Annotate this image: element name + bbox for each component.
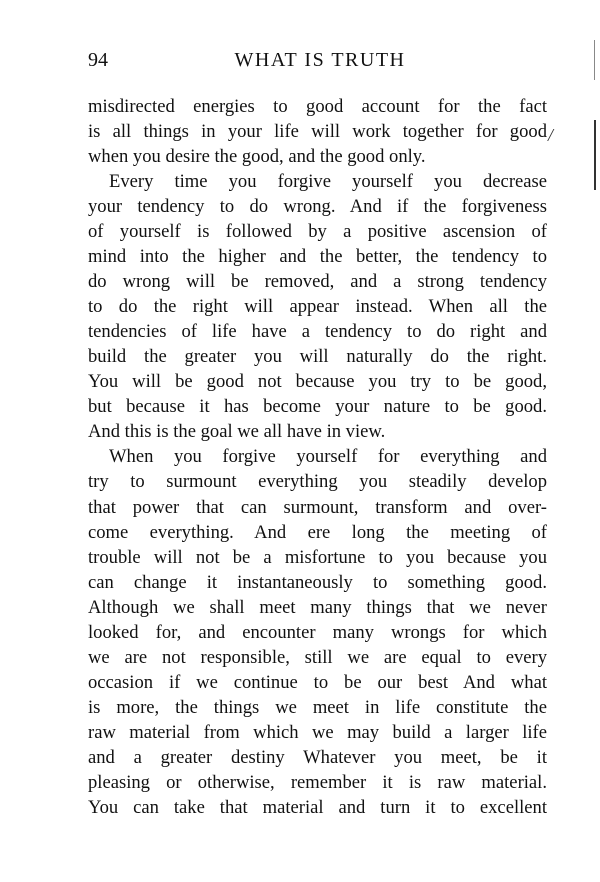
text-line: You can take that material and turn it to excellent — [88, 796, 547, 818]
text-line: can change it instantaneously to something good. — [88, 571, 547, 593]
text-line: When you forgive yourself for everything and — [109, 446, 547, 468]
text-line: do wrong will be removed, and a strong tendency — [88, 271, 547, 293]
scan-edge — [594, 120, 596, 190]
text-line: And this is the goal we all have in view. — [88, 421, 386, 443]
text-line: misdirected energies to good account for the fact — [88, 96, 547, 117]
text-line: of yourself is followed by a positive ascension of — [88, 221, 547, 243]
page-number: 94 — [88, 49, 108, 71]
text-line: pleasing or otherwise, remember it is raw material. — [88, 771, 547, 793]
text-line: raw material from which we may build a larger life — [88, 721, 547, 743]
text-line: try to surmount everything you steadily develop — [88, 471, 547, 493]
text-line: your tendency to do wrong. And if the forgiveness — [88, 196, 547, 218]
text-line: when you desire the good, and the good only. — [88, 146, 426, 168]
text-line: looked for, and encounter many wrongs for which — [88, 621, 547, 643]
text-line: Although we shall meet many things that we never — [88, 596, 547, 618]
text-line: is all things in your life will work together for good — [88, 121, 547, 143]
text-line: but because it has become your nature to be good. — [88, 396, 547, 418]
text-line: and a greater destiny Whatever you meet, be it — [88, 746, 547, 768]
text-line: that power that can surmount, transform and over- — [88, 496, 547, 518]
text-line: is more, the things we meet in life constitute the — [88, 696, 547, 718]
running-title: WHAT IS TRUTH — [234, 49, 406, 71]
scan-edge — [594, 40, 595, 80]
text-line: trouble will not be a misfortune to you because you — [88, 546, 547, 568]
text-line: You will be good not because you try to be good, — [88, 371, 547, 393]
text-line: occasion if we continue to be our best And what — [88, 671, 547, 693]
margin-mark: / — [548, 125, 554, 145]
page-body-text — [88, 94, 547, 820]
text-line: to do the right will appear instead. When all the — [88, 296, 547, 318]
text-line: mind into the higher and the better, the tendency to — [88, 246, 547, 268]
text-line: Every time you forgive yourself you decrease — [109, 171, 547, 193]
text-line: come everything. And ere long the meeting of — [88, 521, 547, 543]
text-line: tendencies of life have a tendency to do right and — [88, 321, 547, 343]
text-line: build the greater you will naturally do the right. — [88, 346, 547, 368]
text-line: we are not responsible, still we are equal to every — [88, 646, 547, 668]
